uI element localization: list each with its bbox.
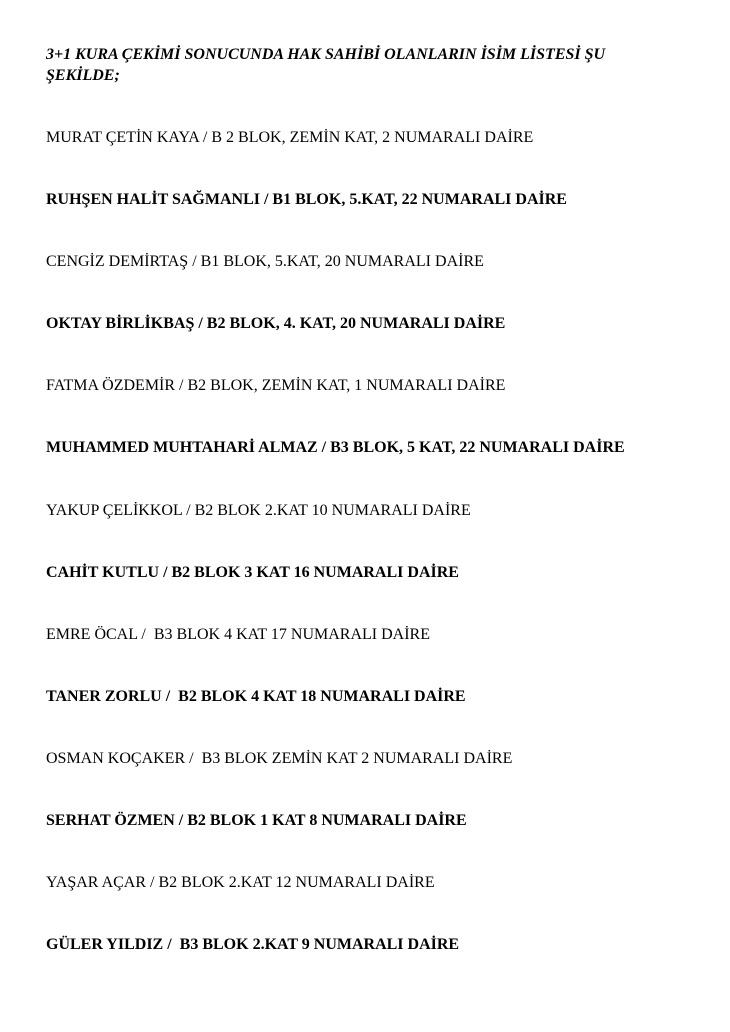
list-item-1: MURAT ÇETİN KAYA / B 2 BLOK, ZEMİN KAT, 2 NUMARALI DAİRE	[46, 129, 534, 146]
list-item-3: CENGİZ DEMİRTAŞ / B1 BLOK, 5.KAT, 20 NUMARALI DAİRE	[46, 253, 484, 271]
list-item-7: YAKUP ÇELİKKOL / B2 BLOK 2.KAT 10 NUMARALI DAİRE	[46, 501, 471, 519]
list-item-9: EMRE ÖCAL / B3 BLOK 4 KAT 17 NUMARALI DAİRE	[46, 625, 430, 643]
list-item-14: GÜLER YILDIZ / B3 BLOK 2.KAT 9 NUMARALI DAİRE	[46, 936, 460, 954]
document-heading	[46, 44, 686, 86]
list-item-11: OSMAN KOÇAKER / B3 BLOK ZEMİN KAT 2 NUMARALI DAİRE	[46, 749, 513, 767]
list-item-8: CAHİT KUTLU / B2 BLOK 3 KAT 16 NUMARALI DAİRE	[46, 563, 459, 581]
heading-line-1: 3+1 KURA ÇEKİMİ SONUCUNDA HAK SAHİBİ OLANLARIN İSİM LİSTESİ ŞU	[46, 46, 606, 63]
winner-list	[46, 127, 716, 996]
list-item-6: MUHAMMED MUHTAHARİ ALMAZ / B3 BLOK, 5 KAT, 22 NUMARALI DAİRE	[46, 439, 625, 457]
list-item-12: SERHAT ÖZMEN / B2 BLOK 1 KAT 8 NUMARALI DAİRE	[46, 812, 467, 830]
list-item-4: OKTAY BİRLİKBAŞ / B2 BLOK, 4. KAT, 20 NUMARALI DAİRE	[46, 315, 506, 333]
list-item-13: YAŞAR AÇAR / B2 BLOK 2.KAT 12 NUMARALI DAİRE	[46, 874, 435, 892]
list-item-2: RUHŞEN HALİT SAĞMANLI / B1 BLOK, 5.KAT, 22 NUMARALI DAİRE	[46, 191, 567, 209]
list-item-10: TANER ZORLU / B2 BLOK 4 KAT 18 NUMARALI DAİRE	[46, 687, 466, 705]
list-item-5: FATMA ÖZDEMİR / B2 BLOK, ZEMİN KAT, 1 NUMARALI DAİRE	[46, 377, 506, 395]
heading-line-2: ŞEKİLDE;	[46, 67, 120, 84]
